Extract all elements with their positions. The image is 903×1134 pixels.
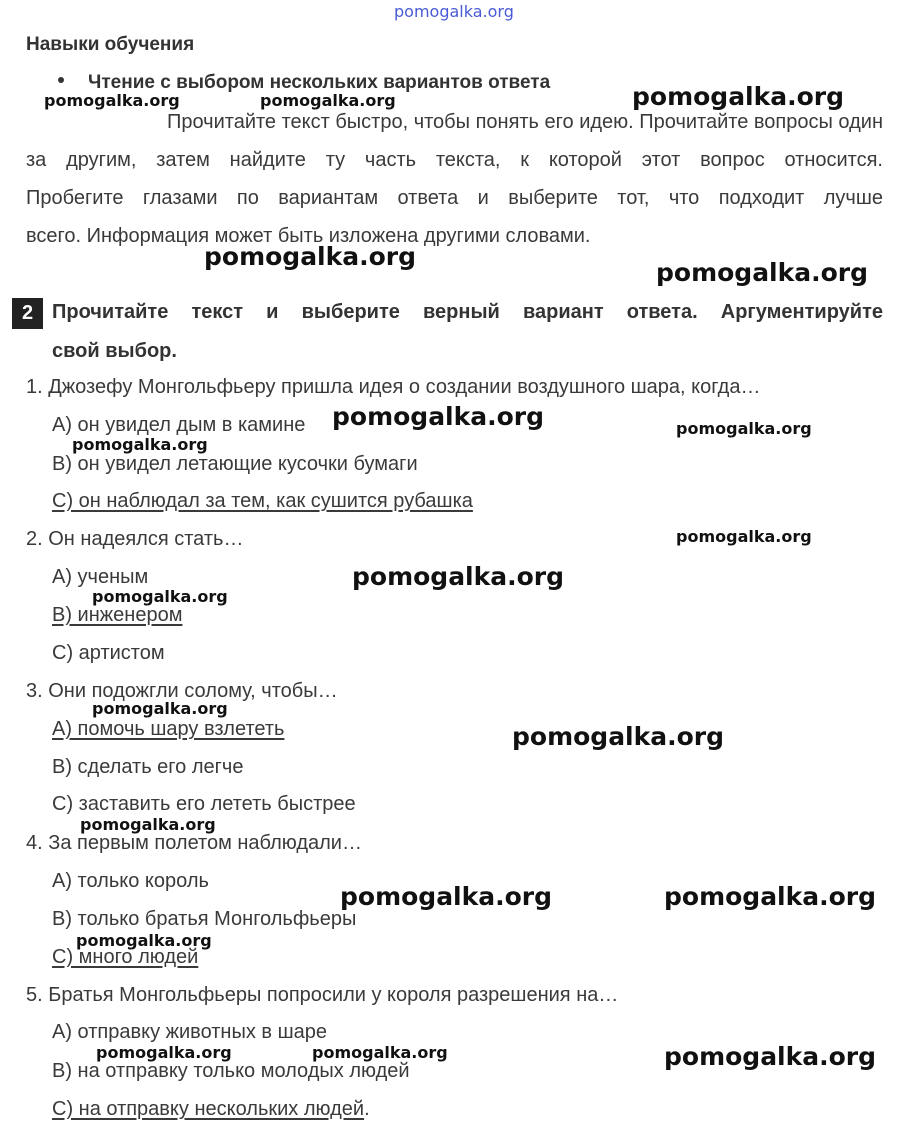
q3-option-a-selected[interactable]: А) помочь шару взлететь bbox=[52, 718, 285, 740]
q3-option-b[interactable]: B) сделать его легче bbox=[52, 756, 244, 778]
watermark: pomogalka.org bbox=[312, 1043, 448, 1062]
section-title: Навыки обучения bbox=[26, 34, 195, 55]
q3-option-c[interactable]: C) заставить его лететь быстрее bbox=[52, 793, 356, 815]
watermark: pomogalka.org bbox=[352, 562, 565, 591]
watermark: pomogalka.org bbox=[664, 882, 877, 911]
final-period: . bbox=[364, 1098, 370, 1120]
instruction-line-3: Пробегите глазами по вариантам ответа и выберите тот, что подходит лучше bbox=[26, 187, 883, 209]
watermark: pomogalka.org bbox=[260, 91, 396, 110]
question-2: 2. Он надеялся стать… bbox=[26, 528, 244, 550]
q5-option-c-row[interactable] bbox=[52, 1098, 370, 1121]
watermark: pomogalka.org bbox=[656, 258, 869, 287]
q5-option-b[interactable]: B) на отправку только молодых людей bbox=[52, 1060, 410, 1082]
instruction-line-4: всего. Информация может быть изложена другими словами. bbox=[26, 225, 591, 247]
q1-option-b[interactable]: B) он увидел летающие кусочки бумаги bbox=[52, 453, 418, 475]
watermark: pomogalka.org bbox=[632, 82, 845, 111]
bullet-title: Чтение с выбором нескольких вариантов ответа bbox=[88, 72, 551, 93]
q5-option-a[interactable]: А) отправку животных в шаре bbox=[52, 1021, 327, 1043]
watermark: pomogalka.org bbox=[76, 931, 212, 950]
watermark-top: pomogalka.org bbox=[394, 2, 514, 21]
watermark: pomogalka.org bbox=[340, 882, 553, 911]
task-line-2: свой выбор. bbox=[52, 340, 177, 362]
watermark: pomogalka.org bbox=[72, 435, 208, 454]
task-number-badge: 2 bbox=[12, 298, 43, 329]
watermark: pomogalka.org bbox=[332, 402, 545, 431]
watermark: pomogalka.org bbox=[664, 1042, 877, 1071]
watermark: pomogalka.org bbox=[80, 815, 216, 834]
instruction-line-1: Прочитайте текст быстро, чтобы понять его идею. Прочитайте вопросы один bbox=[166, 111, 883, 133]
watermark: pomogalka.org bbox=[92, 699, 228, 718]
question-1: 1. Джозефу Монгольфьеру пришла идея о создании воздушного шара, когда… bbox=[26, 376, 761, 398]
watermark: pomogalka.org bbox=[92, 587, 228, 606]
task-line-1: Прочитайте текст и выберите верный вариант ответа. Аргументируйте bbox=[52, 301, 883, 323]
watermark: pomogalka.org bbox=[44, 91, 180, 110]
watermark: pomogalka.org bbox=[96, 1043, 232, 1062]
q1-option-a[interactable]: А) он увидел дым в камине bbox=[52, 414, 306, 436]
q4-option-a[interactable]: А) только король bbox=[52, 870, 209, 892]
q1-option-c-selected[interactable]: C) он наблюдал за тем, как сушится рубашка bbox=[52, 490, 473, 512]
bullet-title-row bbox=[58, 72, 550, 94]
q5-option-c-selected[interactable]: C) на отправку нескольких людей bbox=[52, 1098, 365, 1120]
instruction-line-2: за другим, затем найдите ту часть текста, к которой этот вопрос относится. bbox=[26, 149, 883, 171]
question-5: 5. Братья Монгольфьеры попросили у короля разрешения на… bbox=[26, 984, 619, 1006]
watermark: pomogalka.org bbox=[512, 722, 725, 751]
q4-option-b[interactable]: B) только братья Монгольфьеры bbox=[52, 908, 357, 930]
question-3: 3. Они подожгли солому, чтобы… bbox=[26, 680, 338, 702]
q2-option-a[interactable]: А) ученым bbox=[52, 566, 149, 588]
q4-option-c-selected[interactable]: C) много людей bbox=[52, 946, 199, 968]
q2-option-c[interactable]: C) артистом bbox=[52, 642, 165, 664]
question-4: 4. За первым полетом наблюдали… bbox=[26, 832, 362, 854]
q2-option-b-selected[interactable]: B) инженером bbox=[52, 604, 183, 626]
watermark: pomogalka.org bbox=[676, 419, 812, 438]
bullet-dot bbox=[58, 77, 64, 83]
watermark: pomogalka.org bbox=[204, 242, 417, 271]
watermark: pomogalka.org bbox=[676, 527, 812, 546]
